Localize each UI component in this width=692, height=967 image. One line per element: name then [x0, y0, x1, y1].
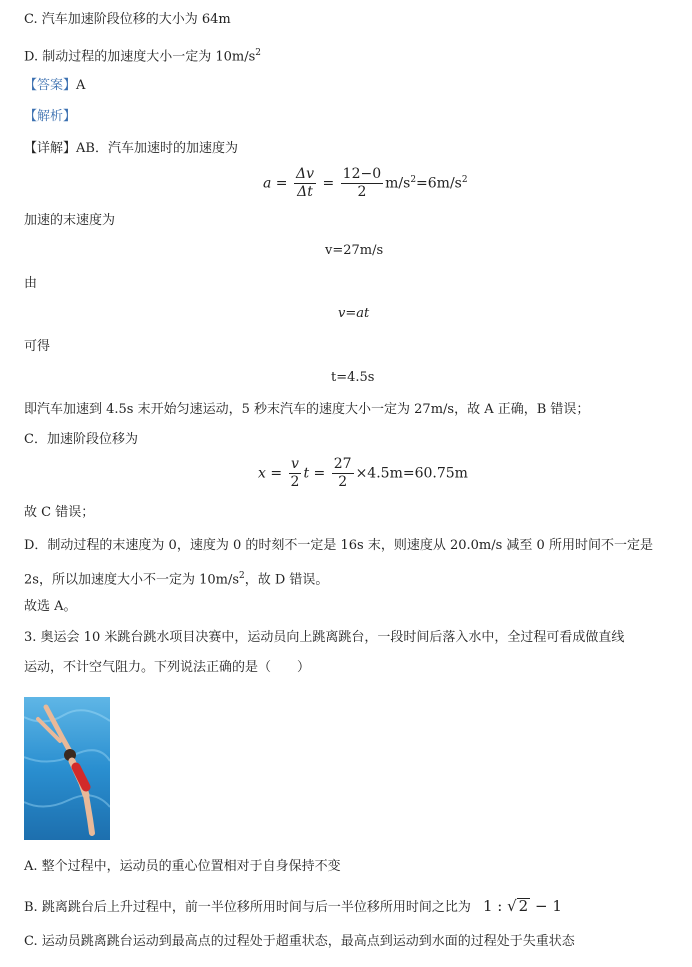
detail-tag: 【详解】: [24, 141, 77, 156]
equation-t: t=4.5s: [331, 370, 375, 385]
conclusion-ab: 即汽车加速到 4.5s 末开始匀速运动，5 秒末汽车的速度大小一定为 27m/s，故 A 正确，B 错误；: [24, 402, 590, 417]
question-3-option-b: B. 跳离跳台后上升过程中，前一半位移所用时间与后一半位移所用时间之比为 1 : √ 2 − 1: [24, 897, 562, 915]
answer-value: A: [76, 78, 86, 93]
d-line-1: D．制动过程的末速度为 0，速度为 0 的时刻不一定是 16s 末，则速度从 20.0m/s 减至 0 所用时间不一定是: [24, 538, 653, 553]
choose-answer: 故选 A。: [24, 599, 77, 614]
ratio-expression: 1 : √ 2 − 1: [482, 897, 562, 915]
equation-x: x = $\frac{v}{2}$ t = $\frac{27}{2}$ ×4.5m=60.75m: [258, 456, 468, 490]
equation-v: v=27m/s: [325, 243, 384, 258]
diver-image: [24, 697, 110, 840]
analysis-tag: 【解析】: [24, 109, 77, 124]
question-3-line-1: 3. 奥运会 10 米跳台跳水项目决赛中，运动员向上跳离跳台，一段时间后落入水中，全过程可看成做直线: [24, 630, 625, 645]
question-3-option-c: C. 运动员跳离跳台运动到最高点的过程处于超重状态，最高点到运动到水面的过程处于失重状态: [24, 934, 575, 949]
detail-line: [24, 140, 238, 158]
question-3-line-2: 运动，不计空气阻力。下列说法正确的是（ ）: [24, 660, 311, 675]
option-d-prev: D. 制动过程的加速度大小一定为 $10m/s^2$: [24, 48, 262, 65]
answer-tag: 【答案】: [24, 78, 77, 93]
equation-v-at: v=at: [338, 306, 370, 321]
equation-acceleration: a = $\frac{\Delta v}{\Delta t}$ = $\frac{12-0}{2}$ $m/s^2=6m/s^2$: [263, 166, 468, 200]
c-intro: C．加速阶段位移为: [24, 432, 138, 447]
question-3-option-a: A. 整个过程中，运动员的重心位置相对于自身保持不变: [24, 859, 341, 874]
detail-intro: AB．汽车加速时的加速度为: [76, 141, 238, 156]
final-speed-label: 加速的末速度为: [24, 213, 116, 228]
c-wrong: 故 C 错误；: [24, 505, 95, 520]
d-line-2: 2s，所以加速度大小不一定为 $10m/s^2$，故 D 错误。: [24, 571, 329, 588]
option-c-prev: C. 汽车加速阶段位移的大小为 64m: [24, 12, 231, 27]
by-label: 由: [24, 276, 38, 291]
answer-line: [24, 77, 85, 95]
get-label: 可得: [24, 339, 51, 354]
